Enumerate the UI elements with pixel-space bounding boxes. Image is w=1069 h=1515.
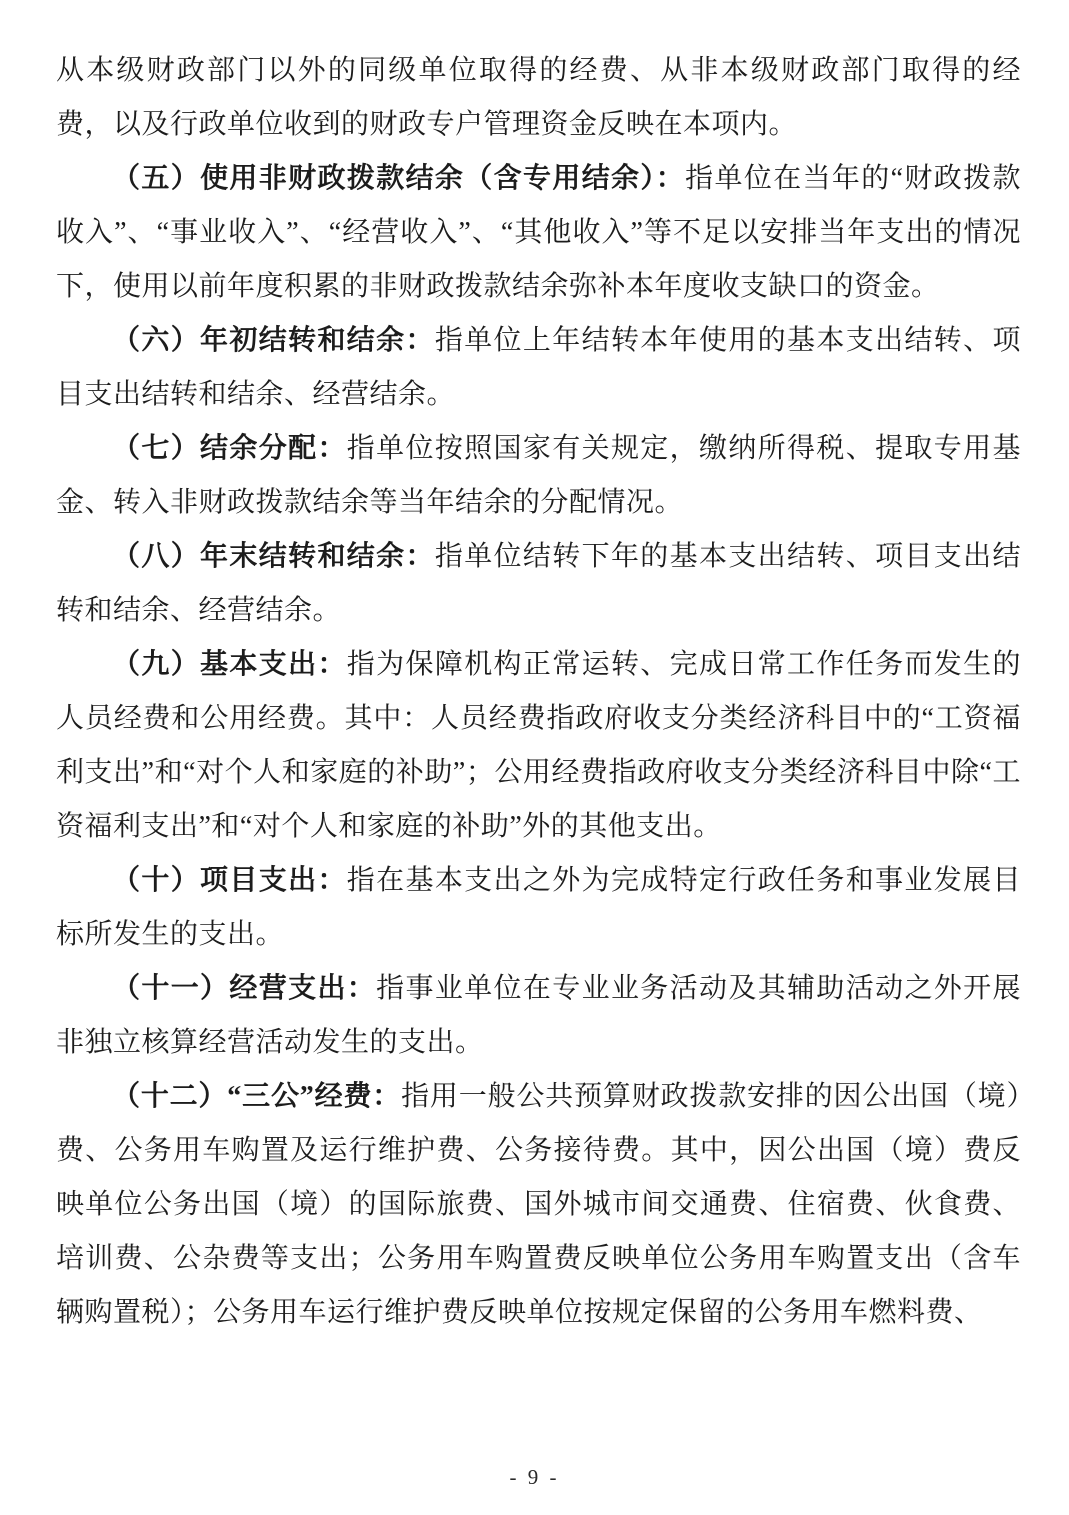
term-heading: （九）基本支出： [112,649,347,680]
term-heading: （七）结余分配： [112,433,347,464]
page-number: - 9 - [509,1465,560,1489]
document-body [56,44,1021,1340]
term-definition: 指单位结转下年的基本支出结转、项目支出结转和结余、经营结余。 [56,541,1021,626]
term-heading: （十一）经营支出： [112,973,377,1004]
term-heading: （十）项目支出： [112,865,347,896]
body-text: 从本级财政部门以外的同级单位取得的经费、从非本级财政部门取得的经费，以及行政单位收到的财政专户管理资金反映在本项内。 [56,55,1021,140]
term-heading: （五）使用非财政拨款结余（含专用结余）： [112,163,686,194]
paragraph-item-12 [56,1070,1021,1340]
paragraph-item-5 [56,152,1021,314]
paragraph-continuation [56,44,1021,152]
term-heading: （八）年末结转和结余： [112,541,435,572]
paragraph-item-8 [56,530,1021,638]
term-heading: （六）年初结转和结余： [112,325,435,356]
paragraph-item-7 [56,422,1021,530]
paragraph-item-9 [56,638,1021,854]
term-heading: （十二）“三公”经费： [112,1081,402,1112]
term-definition: 指单位上年结转本年使用的基本支出结转、项目支出结转和结余、经营结余。 [56,325,1021,410]
term-definition: 指单位按照国家有关规定，缴纳所得税、提取专用基金、转入非财政拨款结余等当年结余的分配情况。 [56,433,1021,518]
term-definition: 指单位在当年的“财政拨款收入”、“事业收入”、“经营收入”、“其他收入”等不足以安排当年支出的情况下，使用以前年度积累的非财政拨款结余弥补本年度收支缺口的资金。 [56,163,1021,302]
term-definition: 指在基本支出之外为完成特定行政任务和事业发展目标所发生的支出。 [56,865,1021,950]
term-definition: 指用一般公共预算财政拨款安排的因公出国（境）费、公务用车购置及运行维护费、公务接待费。其中，因公出国（境）费反映单位公务出国（境）的国际旅费、国外城市间交通费、住宿费、伙食费、培训费、公杂费等支出；公务用车购置费反映单位公务用车购置支出（含车辆购置税）；公务用车运行维护费反映单位按规定保留的公务用车燃料费、 [56,1081,1021,1328]
term-definition: 指事业单位在专业业务活动及其辅助活动之外开展非独立核算经营活动发生的支出。 [56,973,1021,1058]
paragraph-item-11 [56,962,1021,1070]
paragraph-item-10 [56,854,1021,962]
term-definition: 指为保障机构正常运转、完成日常工作任务而发生的人员经费和公用经费。其中：人员经费指政府收支分类经济科目中的“工资福利支出”和“对个人和家庭的补助”；公用经费指政府收支分类经济科目中除“工资福利支出”和“对个人和家庭的补助”外的其他支出。 [56,649,1021,842]
paragraph-item-6 [56,314,1021,422]
